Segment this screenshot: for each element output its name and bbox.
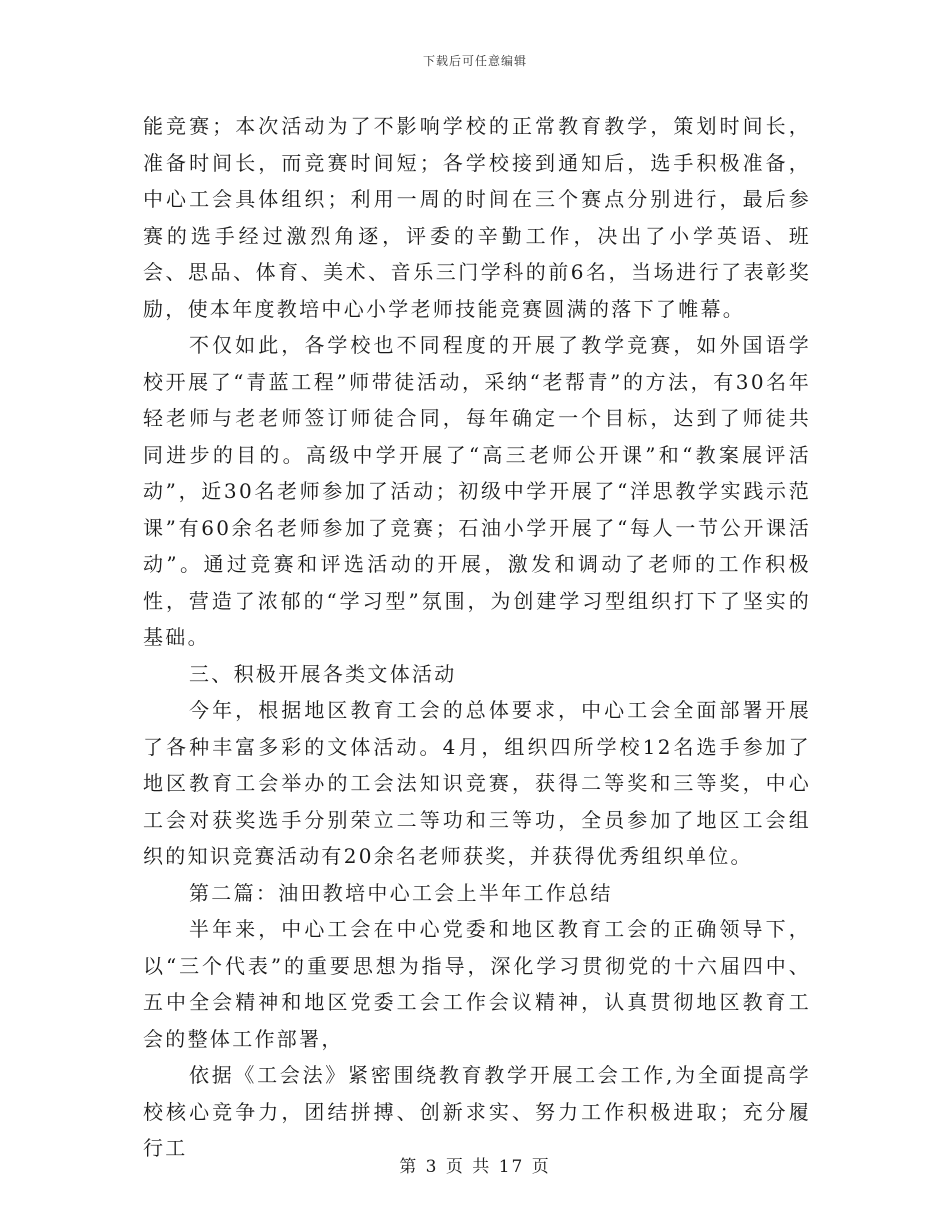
page-footer: 第 3 页 共 17 页	[399, 1157, 551, 1177]
section-heading: 三、积极开展各类文体活动	[189, 661, 457, 686]
paragraph: 今年，根据地区教育工会的总体要求，中心工会全面部署开展了各种丰富多彩的文体活动。4月，组织四所学校12名选手参加了地区教育工会举办的工会法知识竞赛，获得二等奖和三等奖，中心工会对获奖选手分别荣立二等功和三等功，全员参加了地区工会组织的知识竞赛活动有20余名老师获奖，并获得优秀组织单位。	[143, 698, 811, 868]
page-header: 下载后可任意编辑	[422, 54, 527, 68]
paragraph: 半年来，中心工会在中心党委和地区教育工会的正确领导下，以“三个代表”的重要思想为指导，深化学习贯彻党的十六届四中、五中全会精神和地区党委工会工作会议精神，认真贯彻地区教育工会的整体工作部署，	[143, 917, 811, 1051]
article-title: 第二篇：油田教培中心工会上半年工作总结	[189, 880, 613, 905]
paragraph: 能竞赛；本次活动为了不影响学校的正常教育教学，策划时间长，准备时间长，而竞赛时间短；各学校接到通知后，选手积极准备，中心工会具体组织；利用一周的时间在三个赛点分别进行，最后参赛的选手经过激烈角逐，评委的辛勤工作，决出了小学英语、班会、思品、体育、美术、音乐三门学科的前6名，当场进行了表彰奖励，使本年度教培中心小学老师技能竞赛圆满的落下了帷幕。	[143, 114, 811, 321]
paragraph: 依据《工会法》紧密围绕教育教学开展工会工作,为全面提高学校核心竞争力，团结拼搏、创新求实、努力工作积极进取；充分履行工	[143, 1063, 811, 1160]
document-body	[143, 108, 811, 1167]
paragraph: 不仅如此，各学校也不同程度的开展了教学竞赛，如外国语学校开展了“青蓝工程”师带徒活动，采纳“老帮青”的方法，有30名年轻老师与老老师签订师徒合同，每年确定一个目标，达到了师徒共同进步的目的。高级中学开展了“高三老师公开课”和“教案展评活动”，近30名老师参加了活动；初级中学开展了“洋思教学实践示范课”有60余名老师参加了竞赛；石油小学开展了“每人一节公开课活动”。通过竞赛和评选活动的开展，激发和调动了老师的工作积极性，营造了浓郁的“学习型”氛围，为创建学习型组织打下了坚实的基础。	[143, 333, 811, 649]
